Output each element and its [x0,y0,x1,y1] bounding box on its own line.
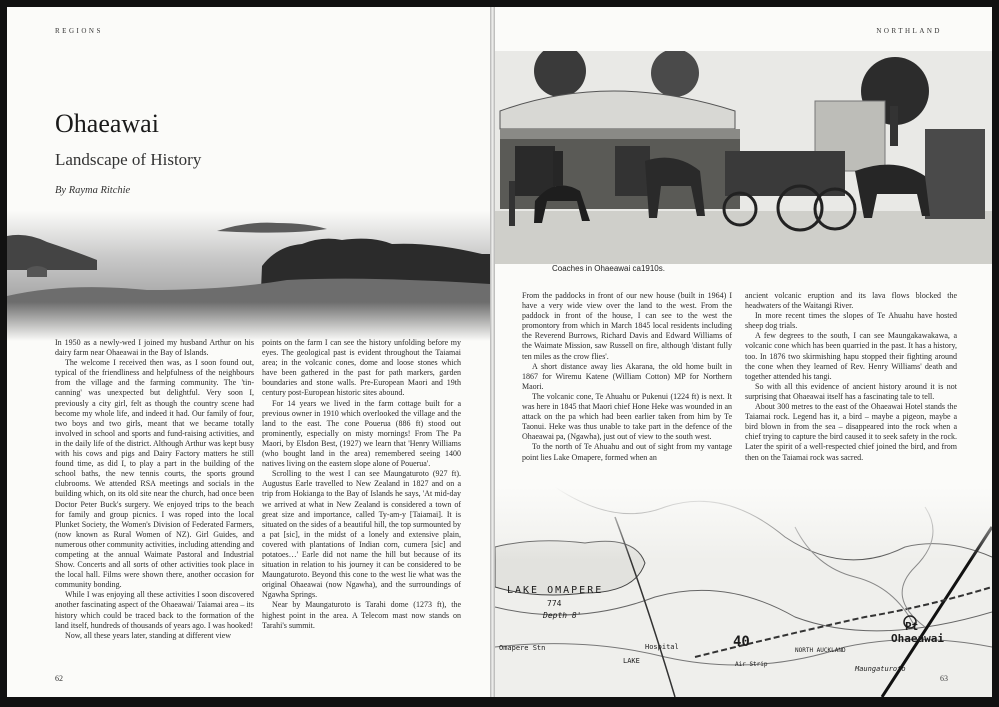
misty-landscape-photo [7,211,490,341]
map-label-area: Hospital [645,643,679,651]
map-label-lake: LAKE OMAPERE [507,585,604,596]
article-title: Ohaeawai [55,109,159,138]
paragraph: A short distance away lies Akarana, the old home built in 1867 for Wiremu Katene (William Cotton) MP for Northern Maori. [522,361,732,391]
left-page [7,7,490,697]
text-column-2 [262,338,461,631]
text-column-3 [522,291,732,463]
paragraph: While I was enjoying all these activities I soon discovered another fascinating aspect of the Ohaeawai/ Taiamai area – its history which could be traced back to the formation of the land itself, hundreds of thousands of years ago. I was hooked! [55,590,254,630]
map-label-misc: Air Strip [735,661,768,668]
historic-coaches-photo [495,51,992,264]
right-page [495,7,992,697]
photo-caption: Coaches in Ohaeawai ca1910s. [552,264,665,273]
paragraph: So with all this evidence of ancient history around it is not surprising that Ohaeawai itself has a fascinating tale to tell. [745,381,957,401]
section-header: REGIONS [55,27,103,35]
article-byline: By Rayma Ritchie [55,185,131,196]
map-label-grid: 40 [733,634,750,650]
map-label-rail: NORTH AUCKLAND [795,647,846,654]
map-label-depth: Depth 8' [543,611,582,620]
map-label-town: Ohaeawai [891,632,944,645]
paragraph: The welcome I received then was, as I soon found out, typical of the friendliness and helpfulness of the neighbours from the village and the farming community. The 'tin-canning' was unexpected but delightful. Very soon I, previously a city girl, felt as though the country scene had become my whole life, and indeed it had. Our family of four, two boys and two girls, meant that we became totally involved in school and sports and fund-raising activities, and in the daily life of the district. Although Arthur was kept busy with his cows and pigs and Dairy Factory matters he still found time, as did I, to play a part in the building of the school baths, the new tennis courts, the sports ground clubrooms. We attended RSA meetings and socials in the building which, on its old site near the church, had once been Doctor Peter Buck's surgery. We enjoyed trips to the beach for family and group picnics. I was roped into the local Plunket Society, the Women's Division of Federated Farmers, (now known as Rural Women of NZ). Girl Guides, and numerous other community activities, including attending and competing at the annual Waimate Pastoral and Industrial Show. Concerts and all sorts of other activities took place in the local hall. Films were shown there, another occasion for community bonding. [55,358,254,590]
text-column-1 [55,338,254,641]
map-label-station: Omapere Stn [499,644,546,652]
paragraph: ancient volcanic eruption and its lava flows blocked the headwaters of the Waitangi River. [745,291,957,311]
paragraph: From the paddocks in front of our new house (built in 1964) I have a very wide view over the land to the west. From the paddock in front of the house, I can see to the west the promontory from which in March 1845 local residents including the Reverend Burrows, Richard Davis and Edward Williams of the Waimate Mission, saw Russell on fire, although 'distant fully ten miles as the crow flies'. [522,291,732,361]
paragraph: In more recent times the slopes of Te Ahuahu have hosted sheep dog trials. [745,311,957,331]
section-header: NORTHLAND [876,27,942,35]
paragraph: points on the farm I can see the history unfolding before my eyes. The geological past is evident throughout the Taiamai area; in the volcanic cones, dome and loose stones which have been gathered in the past for path markers, garden boundaries and stone walls. Pre-European Maori and 19th century post-European historic sites abound. [262,338,461,398]
article-subtitle: Landscape of History [55,150,202,169]
text-column-4 [745,291,957,463]
map-label-number: 774 [547,599,562,608]
map-label-town-abbr: Pt [905,620,919,633]
paragraph: The volcanic cone, Te Ahuahu or Pukenui (1224 ft) is next. It was here in 1845 that Maori chief Hone Heke was wounded in an attack on the pa which had been earlier taken from him by Te Taonui. Heke was thus unable to take part in the defence of the Ohaeawai pa, (Ngawha), just out of view to the south west. [522,391,732,442]
paragraph: Scrolling to the west I can see Maungaturoto (927 ft). Augustus Earle travelled to New Zealand in 1827 and on a trip from Hokianga to the Bay of Islands he says, 'At mid-day we arrived at what in New Zealand is considered a town of great size and importance, called Ty-am-y [Taiamai]. It is situated on the sides of a beautiful hill, the top surmounted by a pat [sic], in the midst of a lonely and extensive plain, covered with plantations of Indian corn, cumera [sic] and potatoes…' Earle did not name the hill but because of its situation in relation to his journey it can be considered to be Maungaturoto. Beyond this cone to the west lie what was the original Ohaeawai (now Ngawha), and the surroundings of Ngawha Springs. [262,469,461,600]
map-label-mount: Maungaturoto [855,665,906,673]
paragraph: For 14 years we lived in the farm cottage built for a previous owner in 1910 which overlooked the village and the land to the east. The cone Pouerua (886 ft) stood out prominently, especially on misty mornings! From The Pa Maori, by Elsdon Best, (1927) we learn that 'Henry Williams (who bought land in the area) remembered seeing 1400 natives living on the eastern slope alone of Pouerua'. [262,398,461,469]
map-label-road: LAKE [623,657,640,665]
paragraph: Near by Maungaturoto is Tarahi dome (1273 ft), the highest point in the area. A Telecom mast now stands on Tarahi's summit. [262,600,461,630]
paragraph: About 300 metres to the east of the Ohaeawai Hotel stands the Taiamai rock. Legend has it, a bird – maybe a pigeon, maybe a bird blown in from the sea – disappeared into the rock when a chief trying to capture the bird caused it to seek safety in the rock. Later the spirit of a well-respected chief joined the bird, and from then on the Taiamai rock was sacred. [745,402,957,462]
paragraph: To the north of Te Ahuahu and out of sight from my vantage point lies Lake Omapere, formed when an [522,442,732,462]
paragraph: In 1950 as a newly-wed I joined my husband Arthur on his dairy farm near Ohaeawai in the Bay of Islands. [55,338,254,358]
paragraph: A few degrees to the south, I can see Maungakawakawa, a volcanic cone which has been quarried in the past. It has a history, too. In 1876 two skirmishing hapu stopped their fighting around the cone when they learned of Rev. Henry Williams' death and together attended his tangi. [745,331,957,381]
page-number: 62 [55,674,63,683]
paragraph: Now, all these years later, standing at different view [65,630,232,640]
page-number: 63 [940,674,948,683]
